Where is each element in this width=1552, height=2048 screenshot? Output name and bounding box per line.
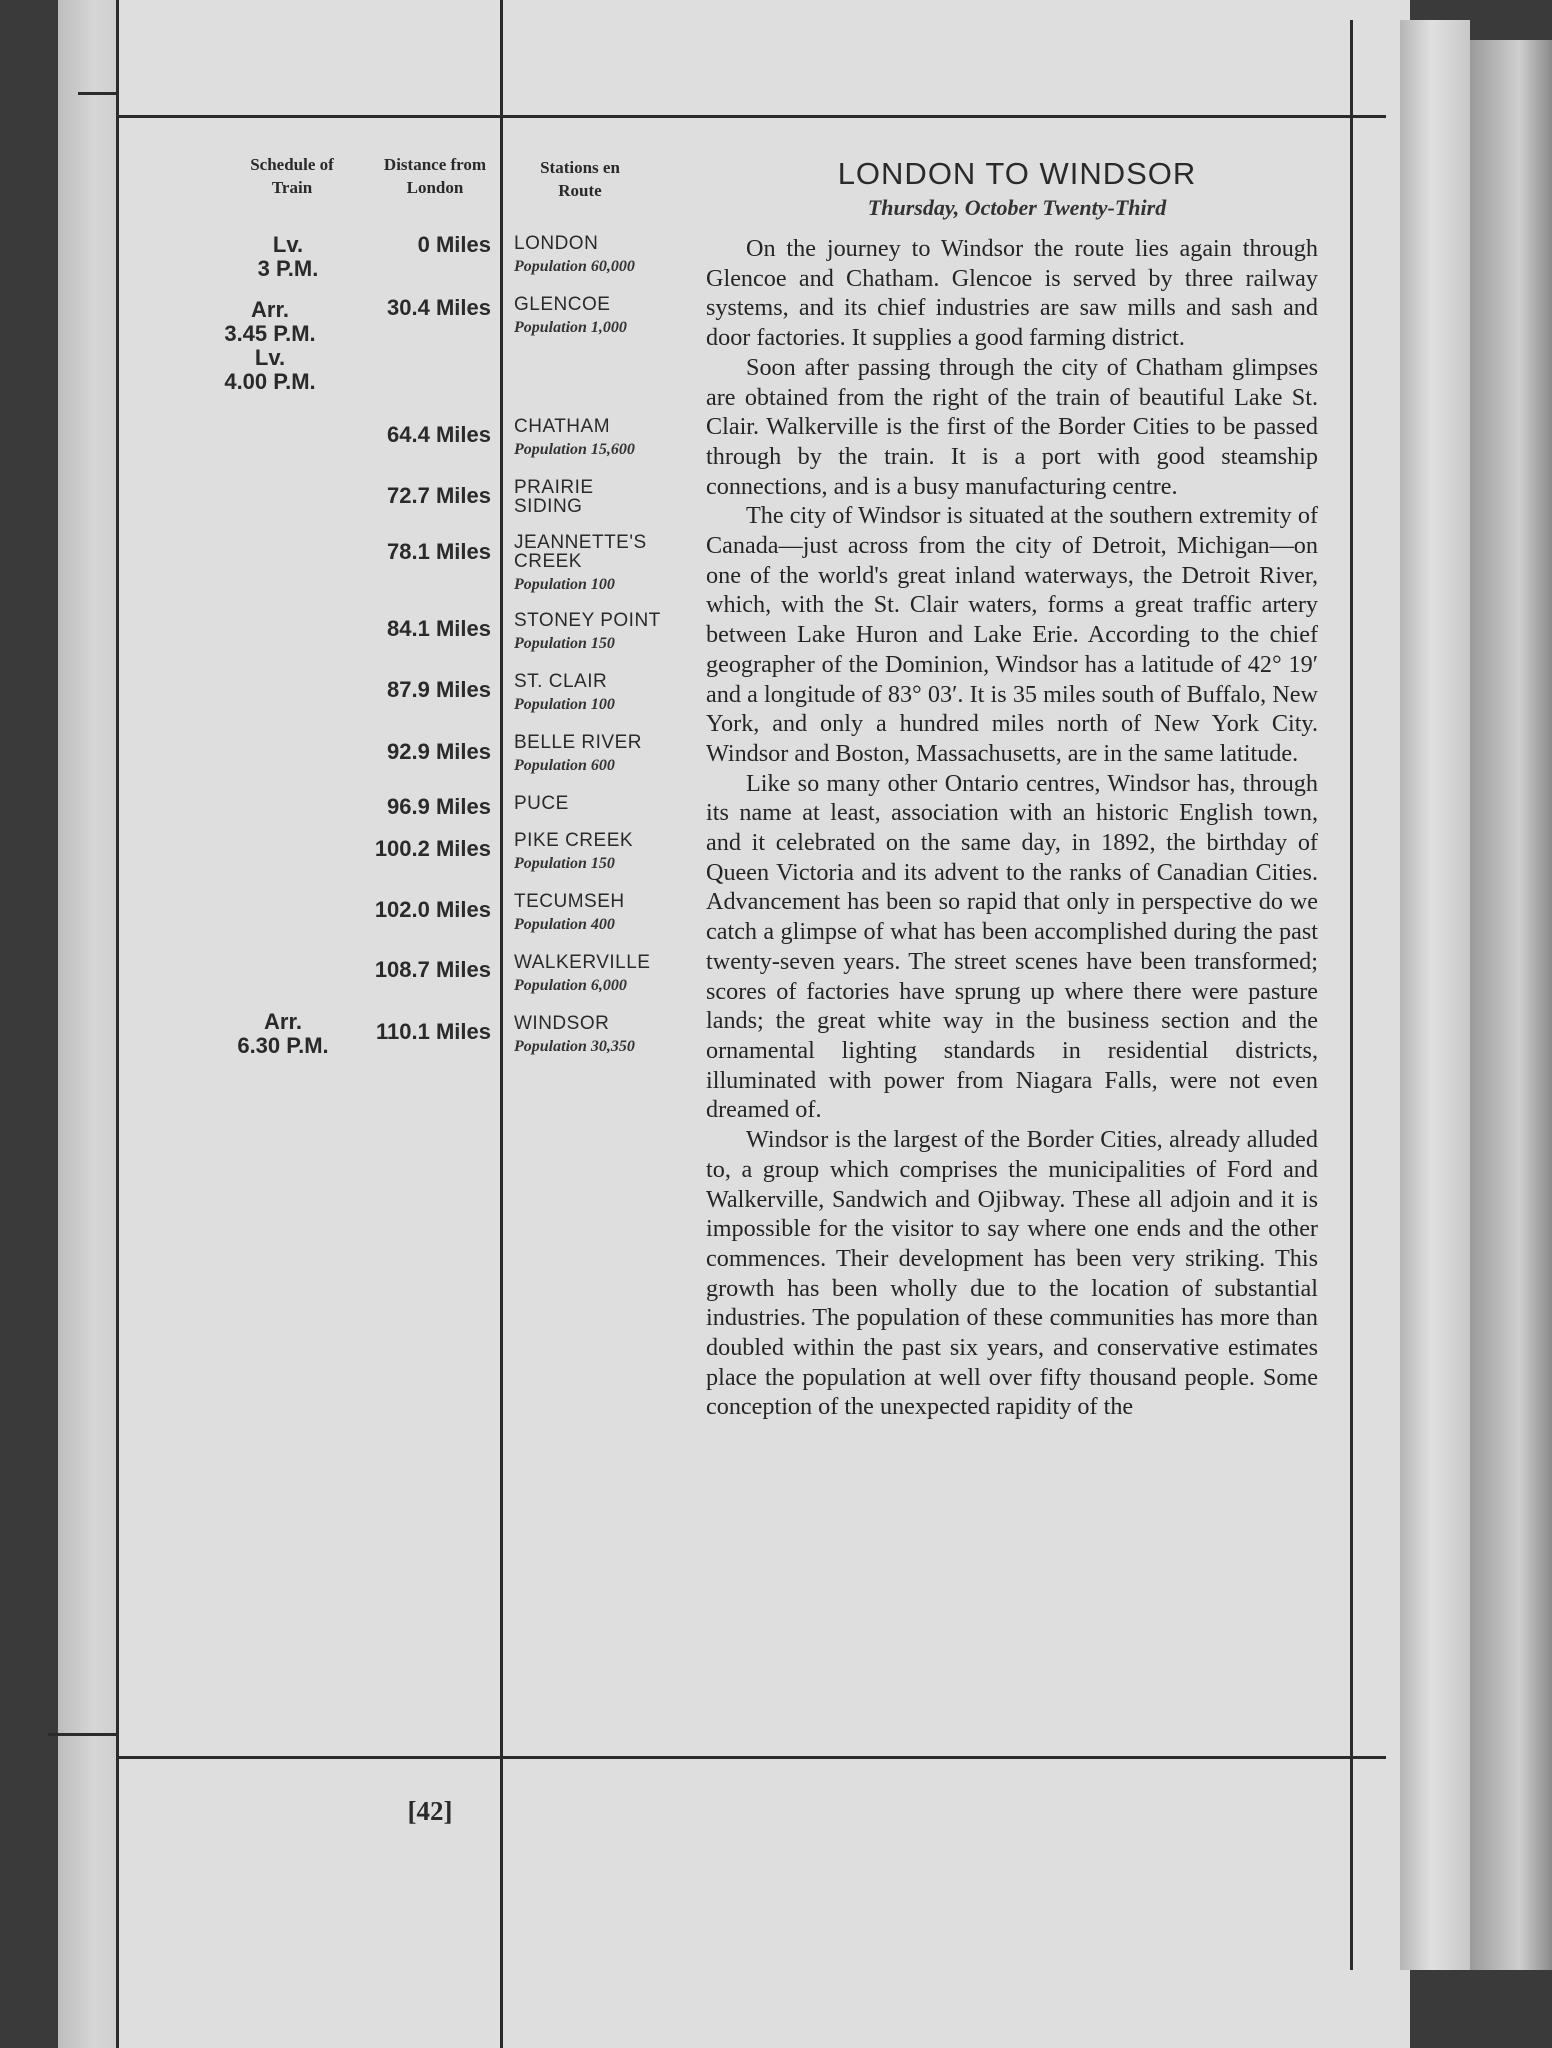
- station-name: GLENCOE: [514, 294, 611, 315]
- page-number: [42]: [407, 1796, 453, 1826]
- station-name: PRAIRIE: [514, 477, 594, 498]
- station-population: Population 600: [514, 757, 615, 774]
- margin-tick: [48, 1733, 118, 1736]
- station-population: Population 60,000: [514, 258, 635, 275]
- rule-col-divider: [500, 0, 503, 2048]
- station-entry: [514, 672, 694, 716]
- station-name: LONDON: [514, 233, 599, 254]
- schedule-line: Arr.: [264, 1009, 302, 1034]
- schedule-line: Lv.: [272, 232, 304, 257]
- paragraph: The city of Windsor is situated at the southern extremity of Canada—just across from the city of Detroit, Michigan—on one of the world's great inland waterways, the Detroit River, which, with the St. Clair waters, forms a great traffic artery between Lake Huron and Lake Erie. According to the chief geographer of the Dominion, Windsor has a latitude of 42° 19′ and a longitude of 83° 03′. It is 35 miles south of Buffalo, New York, and only a hundred miles north of New York City. Windsor and Boston, Massachusetts, are in the same latitude.: [706, 502, 1318, 767]
- rule-right: [1350, 20, 1353, 1970]
- station-name: WALKERVILLE: [514, 952, 651, 973]
- page-title: LONDON TO WINDSOR: [837, 156, 1197, 191]
- station-population: Population 100: [514, 576, 615, 593]
- distance-value: 72.7 Miles: [387, 483, 491, 508]
- station-entry: [514, 417, 694, 461]
- station-name: CHATHAM: [514, 416, 611, 437]
- station-name: JEANNETTE'S: [514, 532, 647, 553]
- station-name: CREEK: [514, 551, 582, 572]
- station-name: PUCE: [514, 793, 569, 814]
- station-population: Population 6,000: [514, 977, 627, 994]
- station-name: ST. CLAIR: [514, 671, 608, 692]
- book-spine: [58, 0, 118, 2048]
- distance-value: 78.1 Miles: [387, 539, 491, 564]
- header-schedule-line1: Schedule of: [250, 155, 334, 174]
- station-entry: [514, 295, 694, 339]
- header-stations-line1: Stations en: [540, 158, 620, 177]
- distance-value: 96.9 Miles: [387, 794, 491, 819]
- station-entry: [514, 794, 694, 813]
- schedule-line: 4.00 P.M.: [224, 369, 316, 394]
- paragraph: Like so many other Ontario centres, Windsor has, through its name at least, association with an historic English town, and it celebrated on the same day, in 1892, the birthday of Queen Victoria and its advent to the ranks of Canadian Cities. Advancement has been so rapid that only in perspective do we catch a glimpse of what has been accomplished during the past twenty-seven years. The street scenes have been transformed; scores of factories have sprung up where there were pasture lands; the great white way in the business section and the ornamental lighting standards in residential districts, illuminated with power from Niagara Falls, were not even dreamed of.: [706, 769, 1318, 1124]
- station-entry: [514, 733, 694, 777]
- schedule-line: 3 P.M.: [257, 256, 319, 281]
- header-distance-line2: London: [406, 178, 464, 197]
- distance-value: 92.9 Miles: [387, 739, 491, 764]
- station-population: Population 150: [514, 635, 615, 652]
- distance-value: 100.2 Miles: [374, 836, 491, 861]
- station-name: PIKE CREEK: [514, 830, 634, 851]
- header-distance-line1: Distance from: [383, 155, 487, 174]
- paragraph: On the journey to Windsor the route lies again through Glencoe and Chatham. Glencoe is served by three railway systems, and its chief industries are saw mills and sash and door factories. It supplies a good farming district.: [706, 235, 1318, 352]
- distance-value: 84.1 Miles: [387, 616, 491, 641]
- paragraph: Soon after passing through the city of Chatham glimpses are obtained from the right of the train of beautiful Lake St. Clair. Walkerville is the first of the Border Cities to be passed through by the train. It is a port with good steamship connections, and is a busy manufacturing centre.: [706, 353, 1318, 500]
- header-stations: [510, 156, 650, 202]
- station-population: Population 15,600: [514, 441, 635, 458]
- station-population: Population 100: [514, 696, 615, 713]
- station-entry: [514, 234, 694, 278]
- schedule-line: 6.30 P.M.: [237, 1033, 329, 1058]
- station-entry: [514, 1014, 694, 1058]
- station-entry: [514, 533, 694, 596]
- schedule-entry: [195, 298, 345, 394]
- station-population: Population 400: [514, 916, 615, 933]
- page-edge: [1400, 20, 1470, 1970]
- header-schedule-line2: Train: [271, 178, 313, 197]
- body-text: [706, 234, 1318, 1422]
- schedule-line: 3.45 P.M.: [224, 321, 316, 346]
- schedule-line: Lv.: [254, 345, 286, 370]
- distance-value: 30.4 Miles: [387, 295, 491, 320]
- distance-value: 108.7 Miles: [374, 957, 491, 982]
- station-entry: [514, 611, 694, 655]
- paragraph: Windsor is the largest of the Border Cities, already alluded to, a group which comprises the municipalities of Ford and Walkerville, Sandwich and Ojibway. These all adjoin and it is impossible for the visitor to say where one ends and the other commences. Their development has been very striking. This growth has been wholly due to the location of substantial industries. The population of these communities has more than doubled within the past six years, and conservative estimates place the population at well over fifty thousand people. Some conception of the unexpected rapidity of the: [706, 1126, 1318, 1421]
- distance-value: 64.4 Miles: [387, 422, 491, 447]
- schedule-line: Arr.: [251, 297, 289, 322]
- rule-bottom: [116, 1756, 1386, 1759]
- distance-value: 110.1 Miles: [376, 1019, 491, 1044]
- station-population: Population 30,350: [514, 1038, 635, 1055]
- page-subtitle: Thursday, October Twenty-Third: [867, 195, 1167, 220]
- header-schedule: [222, 153, 362, 199]
- distance-value: 102.0 Miles: [374, 897, 491, 922]
- station-name: TECUMSEH: [514, 891, 625, 912]
- distance-value: 87.9 Miles: [387, 677, 491, 702]
- station-name: BELLE RIVER: [514, 732, 642, 753]
- rule-left: [116, 0, 119, 2048]
- rule-top: [116, 115, 1386, 118]
- station-name: WINDSOR: [514, 1013, 610, 1034]
- distance-value: 0 Miles: [417, 232, 491, 257]
- station-name: SIDING: [514, 496, 583, 517]
- schedule-entry: [208, 1010, 358, 1058]
- station-entry: [514, 892, 694, 936]
- margin-tick: [78, 92, 118, 95]
- page-edge-shadow: [1470, 40, 1552, 1970]
- station-entry: [514, 831, 694, 875]
- station-entry: [514, 953, 694, 997]
- header-stations-line2: Route: [558, 181, 602, 200]
- header-distance: [365, 153, 505, 199]
- station-name: STONEY POINT: [514, 610, 661, 631]
- station-population: Population 150: [514, 855, 615, 872]
- station-population: Population 1,000: [514, 319, 627, 336]
- station-entry: [514, 478, 694, 516]
